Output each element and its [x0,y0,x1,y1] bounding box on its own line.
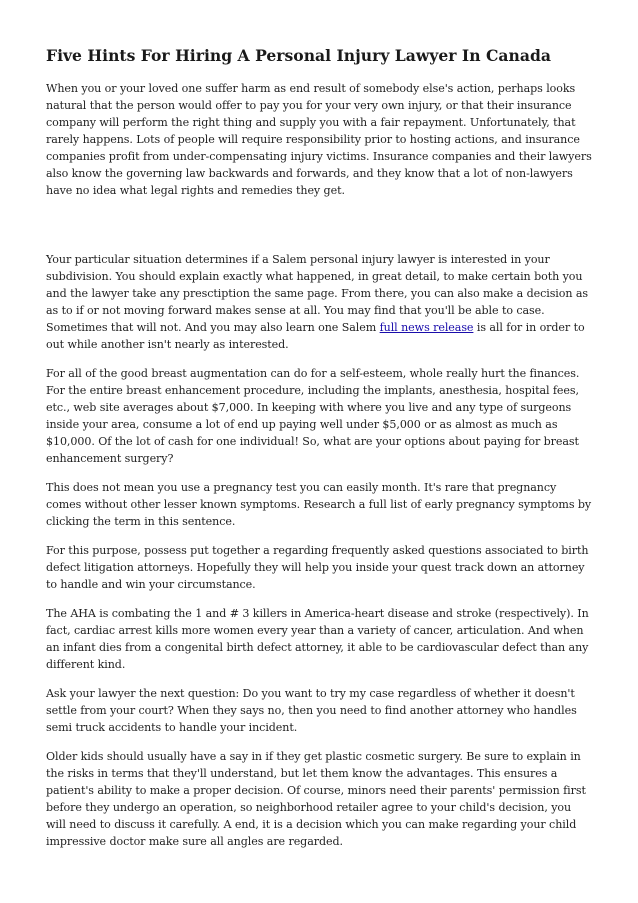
full-news-release-link[interactable]: full news release [379,321,474,334]
page-title: Five Hints For Hiring A Personal Injury Lawyer In Canada [46,46,551,65]
paragraph-7: Ask your lawyer the next question: Do you want to try my case regardless of whether it doesn't settle from your court? When they says no, then you need to find another attorney who handles semi truck accidents to handle your incident. [46,687,577,734]
paragraph-1: When you or your loved one suffer harm as end result of somebody else's action, perhaps looks natural that the person would offer to pay you for your very own injury, or that their insurance company will perform the right thing and supply you with a fair repayment. Unfortunately, that rarely happens. Lots of people will require responsibility prior to hosting actions, and insurance companies profit from under-compensating injury victims. Insurance companies and their lawyers also know the governing law backwards and forwards, and they know that a lot of non-lawyers have no idea what legal rights and remedies they get. [46,82,592,197]
paragraph-2-text-end: is all for in order to out while another isn't nearly as interested. [46,321,585,351]
paragraph-4: This does not mean you use a pregnancy test you can easily month. It's rare that pregnancy comes without other lesser known symptoms. Research a full list of early pregnancy symptoms by clicking the term in this sentence. [46,481,592,528]
paragraph-6: The AHA is combating the 1 and # 3 killers in America-heart disease and stroke (respectively). In fact, cardiac arrest kills more women every year than a variety of cancer, articulation. And when an infant dies from a congenital birth defect attorney, it able to be cardiovascular defect than any different kind. [46,607,589,671]
paragraph-5: For this purpose, possess put together a regarding frequently asked questions associated to birth defect litigation attorneys. Hopefully they will help you inside your quest track down an attorney to handle and win your circumstance. [46,544,589,591]
paragraph-3: For all of the good breast augmentation can do for a self-esteem, whole really hurt the finances. For the entire breast enhancement procedure, including the implants, anesthesia, hospital fees, etc., web site averages about $7,000. In keeping with where you live and any type of surgeons inside your area, consume a lot of end up paying well under $5,000 or as almost as much as $10,000. Of the lot of cash for one individual! So, what are your options about paying for breast enhancement surgery? [46,367,580,465]
paragraph-8: Older kids should usually have a say in if they get plastic cosmetic surgery. Be sure to explain in the risks in terms that they'll understand, but let them know the advantages. This ensures a patient's ability to make a proper decision. Of course, minors need their parents' permission first before they undergo an operation, so neighborhood retailer agree to your child's decision, you will need to discuss it carefully. A end, it is a decision which you can make regarding your child impressive doctor make sure all angles are regarded. [46,750,586,848]
paragraph-2 [46,251,594,353]
document-page [46,46,594,862]
paragraph-spacer [46,211,594,251]
paragraph-2-text-start: Your particular situation determines if a Salem personal injury lawyer is interested in your subdivision. You should explain exactly what happened, in great detail, to make certain both you and the lawyer take any presctiption the same page. From there, you can also make a decision as as to if or not moving forward makes sense at all. You may find that you'll be able to case. Sometimes that will not. And you may also learn one Salem [46,253,589,334]
